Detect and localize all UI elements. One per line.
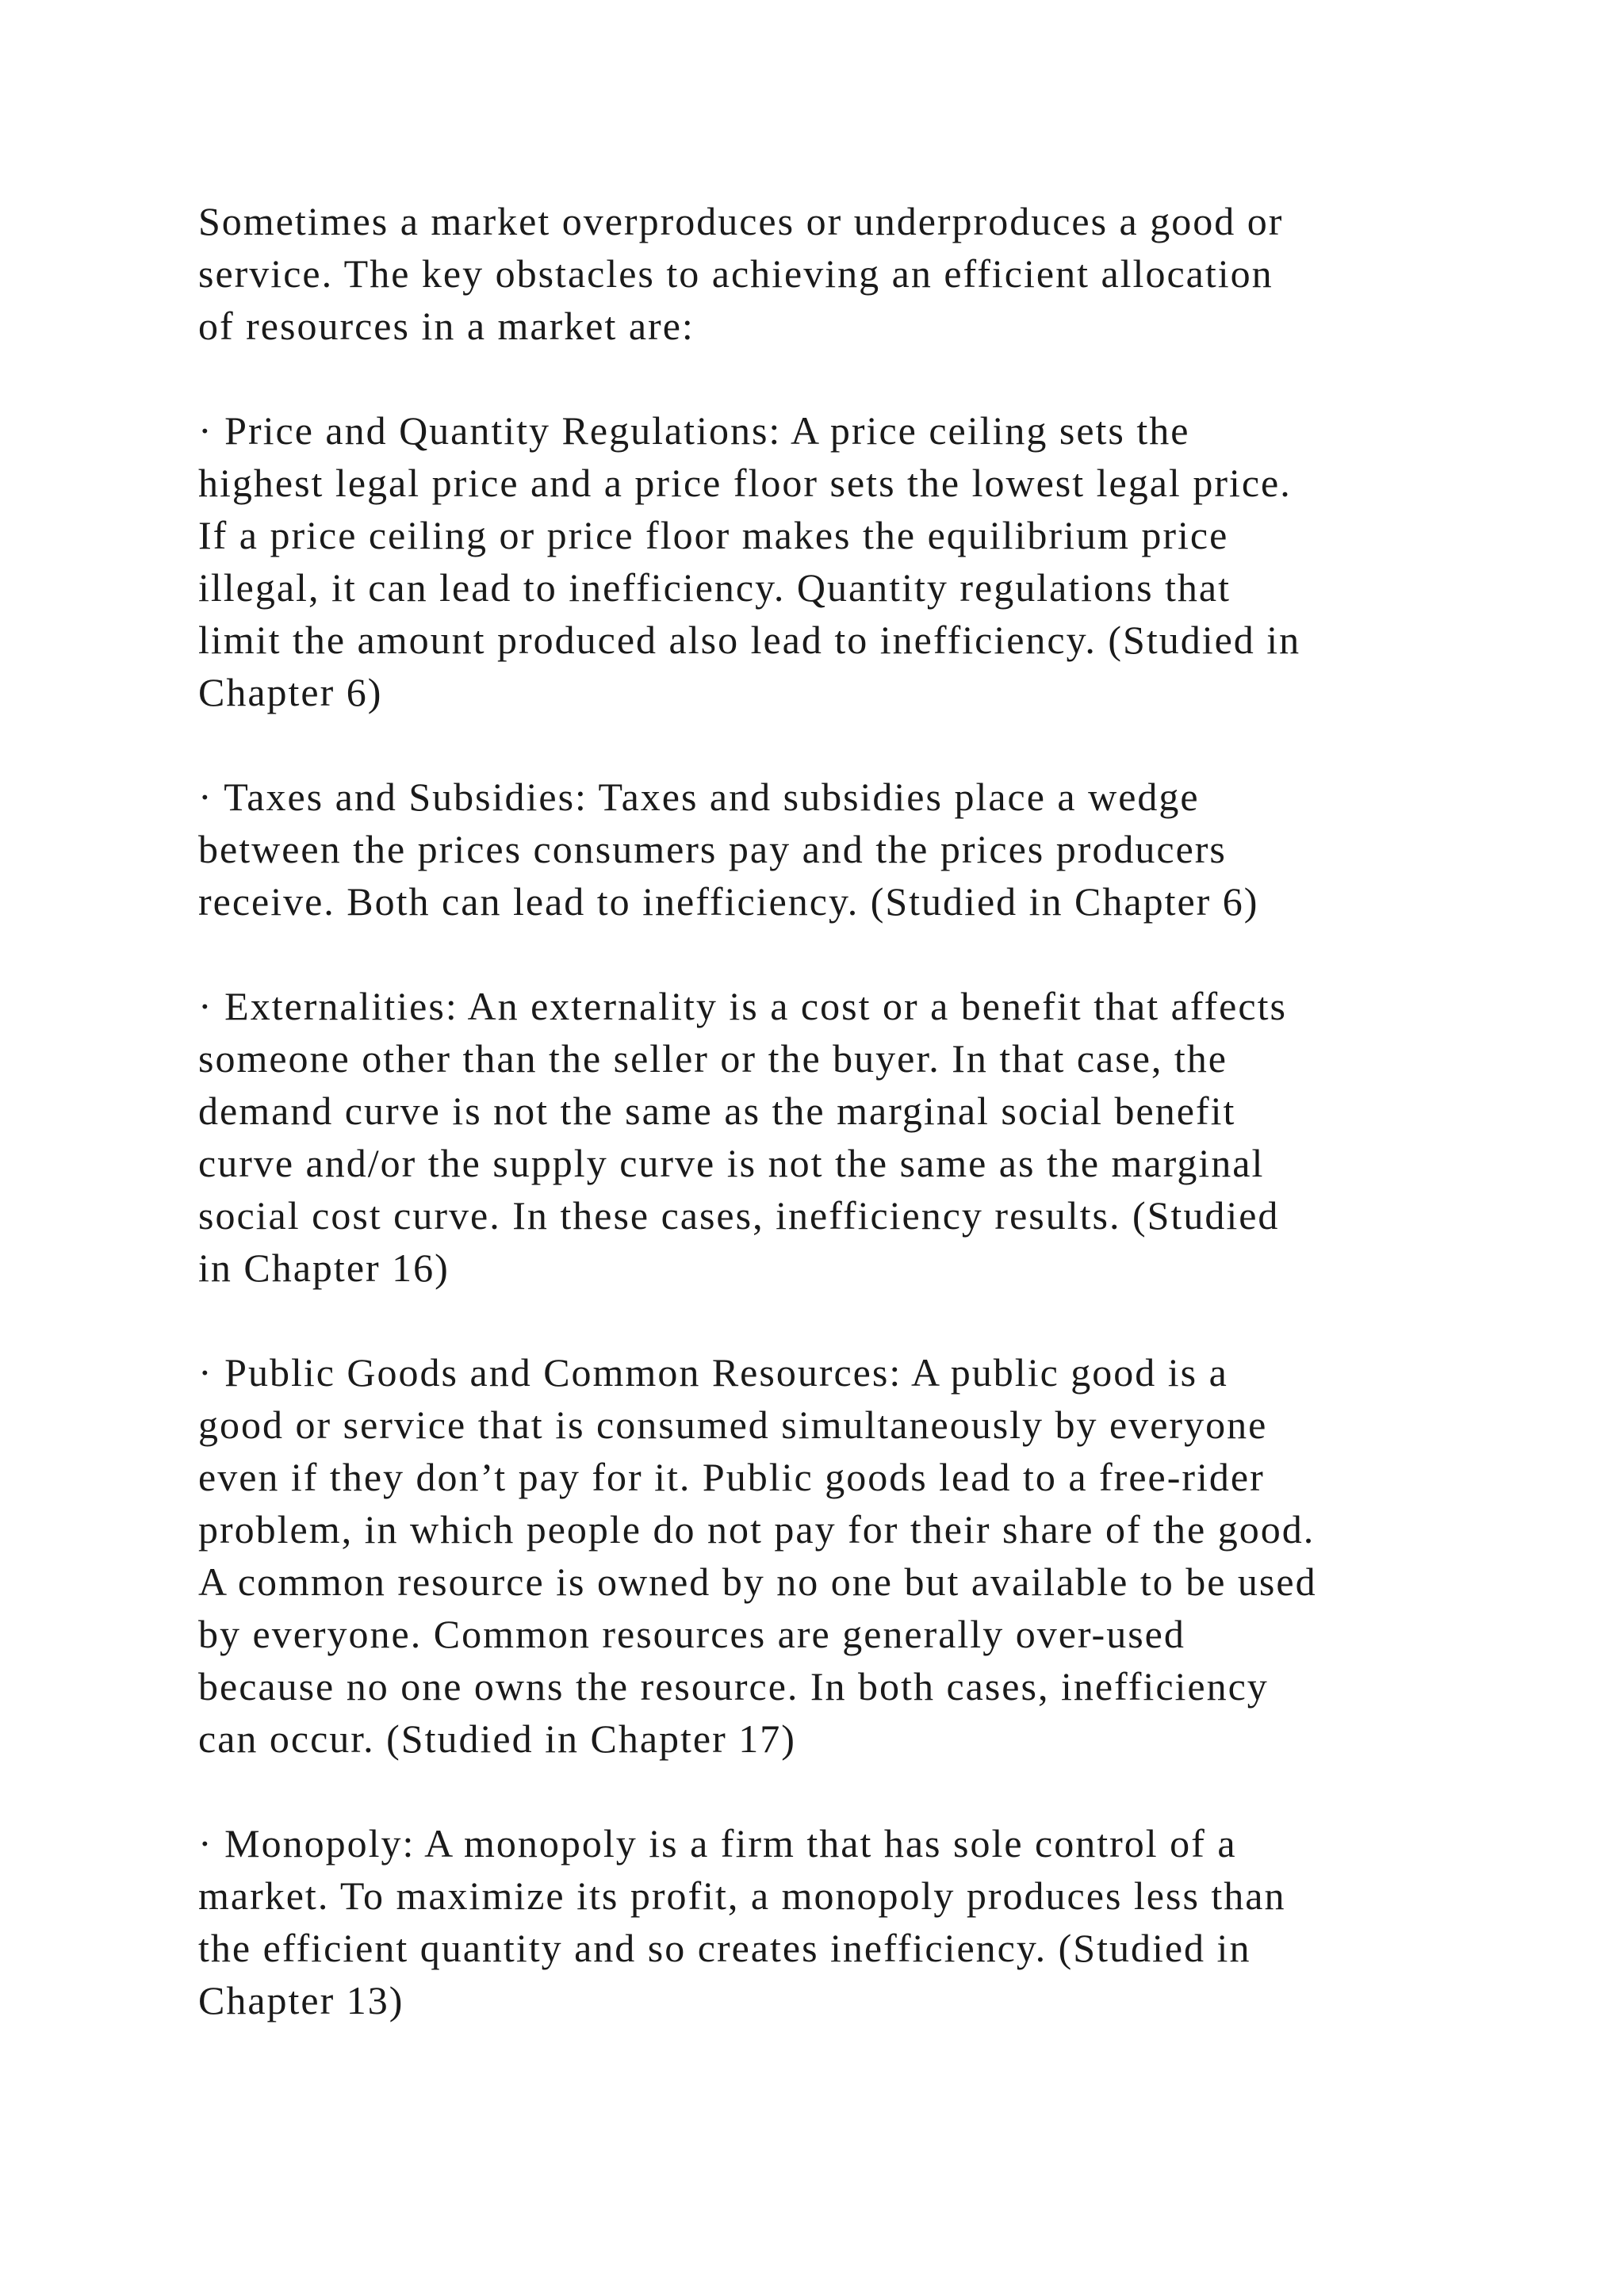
price-quantity-regulations-paragraph	[198, 404, 1499, 718]
document-page	[198, 195, 1499, 2079]
text-line: illegal, it can lead to inefficiency. Quantity regulations that	[198, 565, 1231, 610]
text-line: Chapter 6)	[198, 670, 383, 714]
text-line: limit the amount produced also lead to inefficiency. (Studied in	[198, 618, 1301, 662]
text-line: curve and/or the supply curve is not the same as the marginal	[198, 1141, 1265, 1185]
text-line: in Chapter 16)	[198, 1246, 450, 1290]
text-line: because no one owns the resource. In both cases, inefficiency	[198, 1664, 1269, 1709]
text-line: A common resource is owned by no one but available to be used	[198, 1559, 1317, 1604]
monopoly-paragraph	[198, 1817, 1499, 2026]
text-line: If a price ceiling or price floor makes the equilibrium price	[198, 513, 1229, 557]
text-line: the efficient quantity and so creates inefficiency. (Studied in	[198, 1926, 1251, 1970]
text-line: market. To maximize its profit, a monopoly produces less than	[198, 1873, 1286, 1918]
text-line: even if they don’t pay for it. Public goods lead to a free-rider	[198, 1455, 1265, 1499]
text-line: Sometimes a market overproduces or underproduces a good or	[198, 199, 1284, 243]
text-line: can occur. (Studied in Chapter 17)	[198, 1716, 796, 1761]
text-line: of resources in a market are:	[198, 304, 695, 348]
text-line: social cost curve. In these cases, inefficiency results. (Studied	[198, 1193, 1280, 1238]
text-line: good or service that is consumed simultaneously by everyone	[198, 1402, 1268, 1447]
text-line: someone other than the seller or the buyer. In that case, the	[198, 1036, 1228, 1081]
text-line: receive. Both can lead to inefficiency. (Studied in Chapter 6)	[198, 879, 1259, 924]
text-line: by everyone. Common resources are generally over-used	[198, 1612, 1185, 1656]
taxes-subsidies-paragraph	[198, 771, 1499, 928]
text-line: · Externalities: An externality is a cost or a benefit that affects	[198, 984, 1287, 1028]
text-line: Chapter 13)	[198, 1978, 404, 2022]
externalities-paragraph	[198, 980, 1499, 1294]
text-line: · Monopoly: A monopoly is a firm that has sole control of a	[198, 1821, 1237, 1866]
text-line: service. The key obstacles to achieving an efficient allocation	[198, 251, 1274, 296]
text-line: between the prices consumers pay and the prices producers	[198, 827, 1227, 871]
text-line: demand curve is not the same as the marginal social benefit	[198, 1089, 1236, 1133]
intro-paragraph	[198, 195, 1499, 352]
text-line: · Price and Quantity Regulations: A price ceiling sets the	[198, 408, 1190, 453]
text-line: · Taxes and Subsidies: Taxes and subsidies place a wedge	[198, 775, 1200, 819]
public-goods-paragraph	[198, 1346, 1499, 1765]
text-line: · Public Goods and Common Resources: A public good is a	[198, 1350, 1228, 1395]
text-line: highest legal price and a price floor sets the lowest legal price.	[198, 461, 1292, 505]
text-line: problem, in which people do not pay for their share of the good.	[198, 1507, 1316, 1552]
